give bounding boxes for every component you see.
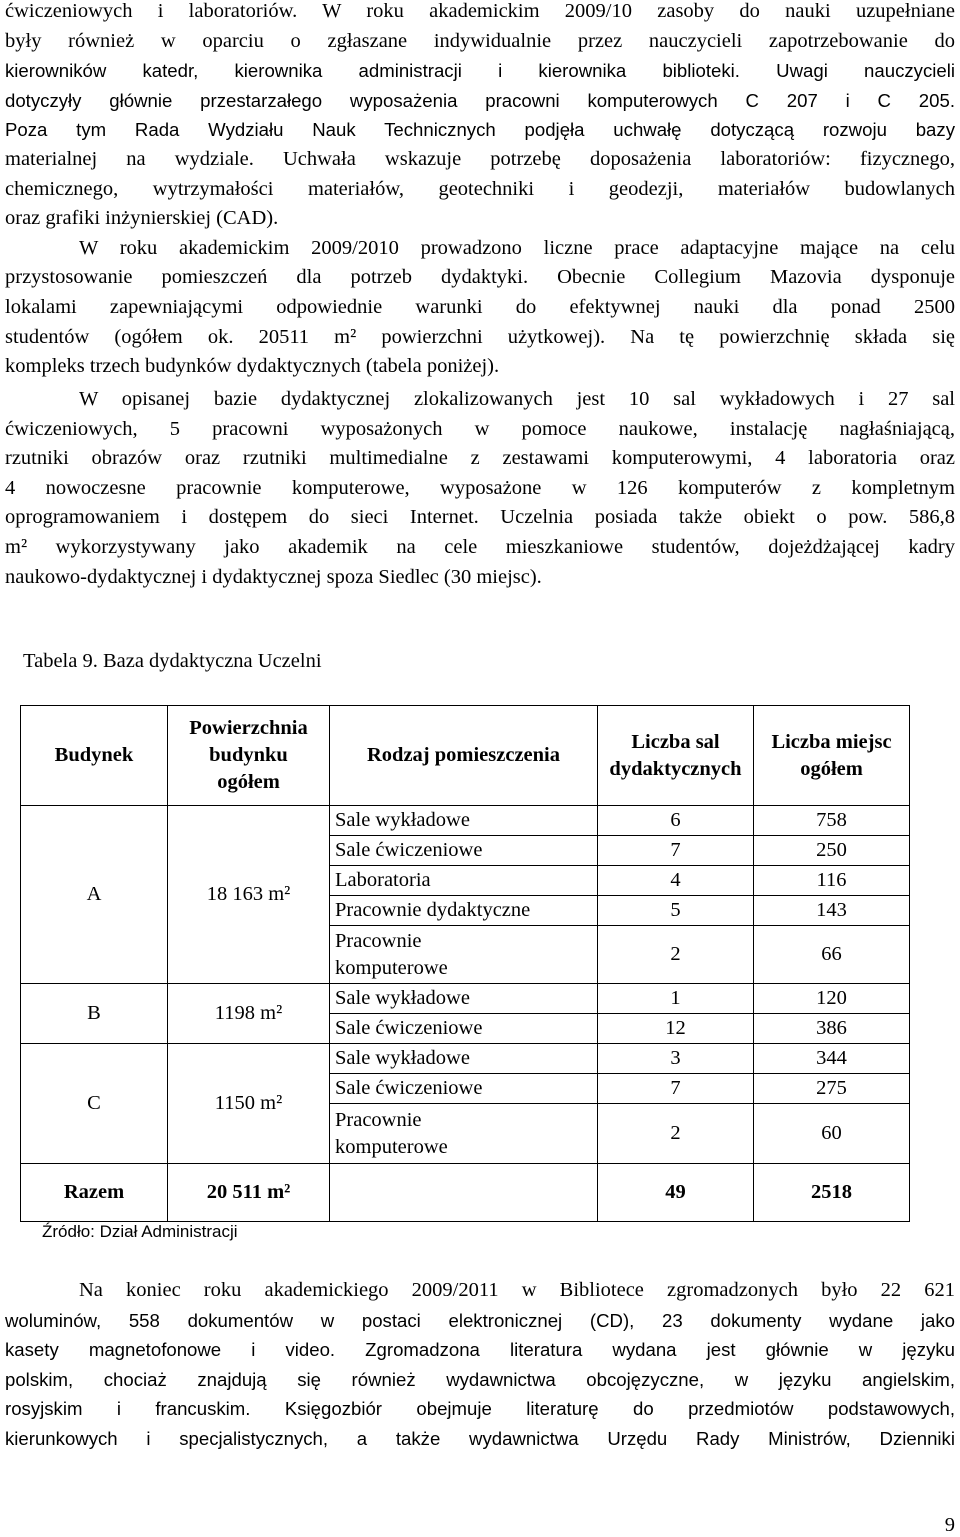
room-type: Sale ćwiczeniowe <box>330 1074 598 1104</box>
total-label: Razem <box>21 1164 168 1222</box>
building-area: 1150 m² <box>168 1044 330 1164</box>
header-seats <box>754 706 910 806</box>
room-count: 2 <box>598 1104 754 1164</box>
header-seats-line: ogółem <box>800 757 863 780</box>
room-count: 4 <box>598 866 754 896</box>
room-type <box>330 1104 598 1164</box>
room-type: Pracownie dydaktyczne <box>330 896 598 926</box>
text-line: chemicznego, wytrzymałości materiałów, geotechniki i geodezji, materiałów budowlanych <box>5 177 955 200</box>
table-row <box>21 806 910 836</box>
room-type: Sale ćwiczeniowe <box>330 836 598 866</box>
table-source: Źródło: Dział Administracji <box>42 1222 238 1241</box>
total-empty-cell <box>330 1164 598 1222</box>
room-count: 2 <box>598 926 754 984</box>
paragraph-1 <box>5 0 955 382</box>
text-line: polskim, chociaż znajdują się również wydawnictwa obcojęzyczne, w języku angielskim, <box>5 1368 955 1390</box>
building-area: 1198 m² <box>168 984 330 1044</box>
seat-count: 120 <box>754 984 910 1014</box>
header-building: Budynek <box>21 706 168 806</box>
text-line: m² wykorzystywany jako akademik na cele mieszkaniowe studentów, dojeżdżającej kadry <box>5 535 955 558</box>
text-line: były również w oparciu o zgłaszane indywidualnie przez nauczycieli zapotrzebowanie do <box>5 29 955 52</box>
room-type: Sale wykładowe <box>330 984 598 1014</box>
teaching-base-table <box>20 705 910 1222</box>
text-line: studentów (ogółem ok. 20511 m² powierzchni użytkowej). Na tę powierzchnię składa się <box>5 325 955 348</box>
room-type: Sale ćwiczeniowe <box>330 1014 598 1044</box>
total-area: 20 511 m² <box>168 1164 330 1222</box>
header-rooms <box>598 706 754 806</box>
header-area-line: Powierzchnia <box>189 717 308 739</box>
table-caption: Tabela 9. Baza dydaktyczna Uczelni <box>23 650 322 672</box>
header-area-line: ogółem <box>217 771 280 793</box>
building-area: 18 163 m² <box>168 806 330 984</box>
seat-count: 758 <box>754 806 910 836</box>
text-line: kasety magnetofonowe i video. Zgromadzona literatura wydana jest głównie w języku <box>5 1339 955 1361</box>
seat-count: 275 <box>754 1074 910 1104</box>
text-line: Poza tym Rada Wydziału Nauk Technicznych podjęła uchwałę dotyczącą rozwoju bazy <box>5 119 955 141</box>
room-count: 3 <box>598 1044 754 1074</box>
table-row <box>21 1044 910 1074</box>
header-area-line: budynku <box>209 744 288 766</box>
text-line: naukowo-dydaktycznej i dydaktycznej spoza Siedlec (30 miejsc). <box>5 565 542 588</box>
room-count: 12 <box>598 1014 754 1044</box>
room-type-line: komputerowe <box>335 1135 448 1158</box>
text-line: Na koniec roku akademickiego 2009/2011 w Bibliotece zgromadzonych było 22 621 <box>79 1279 955 1301</box>
text-line: woluminów, 558 dokumentów w postaci elektronicznej (CD), 23 dokumenty wydane jako <box>5 1309 955 1331</box>
header-rooms-line: Liczba sal <box>631 730 720 753</box>
table-row <box>21 984 910 1014</box>
seat-count: 143 <box>754 896 910 926</box>
room-count: 7 <box>598 1074 754 1104</box>
seat-count: 250 <box>754 836 910 866</box>
header-area <box>168 706 330 806</box>
header-room-type: Rodzaj pomieszczenia <box>330 706 598 806</box>
table-header-row <box>21 706 910 806</box>
header-seats-line: Liczba miejsc <box>771 730 892 753</box>
text-line: kierunkowych i specjalistycznych, a także wydawnictwa Urzędu Rady Ministrów, Dzienniki <box>5 1427 955 1449</box>
paragraph-2 <box>5 385 955 592</box>
text-line: rosyjskim i francuskim. Księgozbiór obejmuje literaturę do przedmiotów podstawowych, <box>5 1398 955 1420</box>
text-line: rzutniki obrazów oraz rzutniki multimedialne z zestawami komputerowymi, 4 laboratoria oraz <box>5 447 955 470</box>
text-line: ćwiczeniowych i laboratoriów. W roku akademickim 2009/10 zasoby do nauki uzupełniane <box>5 0 955 22</box>
room-count: 6 <box>598 806 754 836</box>
seat-count: 116 <box>754 866 910 896</box>
seat-count: 386 <box>754 1014 910 1044</box>
total-rooms: 49 <box>598 1164 754 1222</box>
building-name: B <box>21 984 168 1044</box>
total-seats: 2518 <box>754 1164 910 1222</box>
page-number: 9 <box>944 1514 955 1536</box>
room-type: Sale wykładowe <box>330 1044 598 1074</box>
text-line: kompleks trzech budynków dydaktycznych (tabela poniżej). <box>5 355 500 378</box>
room-count: 5 <box>598 896 754 926</box>
text-line: dotyczyły głównie przestarzałego wyposażenia pracowni komputerowych C 207 i C 205. <box>5 89 955 111</box>
paragraph-3 <box>5 1276 955 1454</box>
building-name: C <box>21 1044 168 1164</box>
room-count: 1 <box>598 984 754 1014</box>
text-line: oprogramowaniem i dostępem do sieci Internet. Uczelnia posiada także obiekt o pow. 586,8 <box>5 506 955 529</box>
text-line: oraz grafiki inżynierskiej (CAD). <box>5 207 279 230</box>
seat-count: 66 <box>754 926 910 984</box>
room-count: 7 <box>598 836 754 866</box>
text-line: materialnej na wydziale. Uchwała wskazuje potrzebę doposażenia laboratoriów: fizycznego, <box>5 147 955 170</box>
seat-count: 60 <box>754 1104 910 1164</box>
text-line: ćwiczeniowych, 5 pracowni wyposażonych w pomoce naukowe, instalację nagłaśniającą, <box>5 417 955 440</box>
room-type-line: Pracownie <box>335 1108 422 1131</box>
text-line: lokalami zapewniającymi odpowiednie warunki do efektywnej nauki dla ponad 2500 <box>5 295 955 318</box>
seat-count: 344 <box>754 1044 910 1074</box>
room-type <box>330 926 598 984</box>
text-line: kierowników katedr, kierownika administracji i kierownika biblioteki. Uwagi nauczycieli <box>5 60 955 82</box>
text-line: W opisanej bazie dydaktycznej zlokalizowanych jest 10 sal wykładowych i 27 sal <box>79 388 955 410</box>
room-type: Laboratoria <box>330 866 598 896</box>
text-line: W roku akademickim 2009/2010 prowadzono liczne prace adaptacyjne mające na celu <box>79 236 955 259</box>
room-type-line: Pracownie <box>335 929 422 952</box>
header-rooms-line: dydaktycznych <box>609 757 742 780</box>
room-type: Sale wykładowe <box>330 806 598 836</box>
text-line: przystosowanie pomieszczeń dla potrzeb dydaktyki. Obecnie Collegium Mazovia dysponuje <box>5 266 955 289</box>
text-line: 4 nowoczesne pracownie komputerowe, wyposażone w 126 komputerów z kompletnym <box>5 476 955 499</box>
building-name: A <box>21 806 168 984</box>
total-row <box>21 1164 910 1222</box>
room-type-line: komputerowe <box>335 956 448 979</box>
